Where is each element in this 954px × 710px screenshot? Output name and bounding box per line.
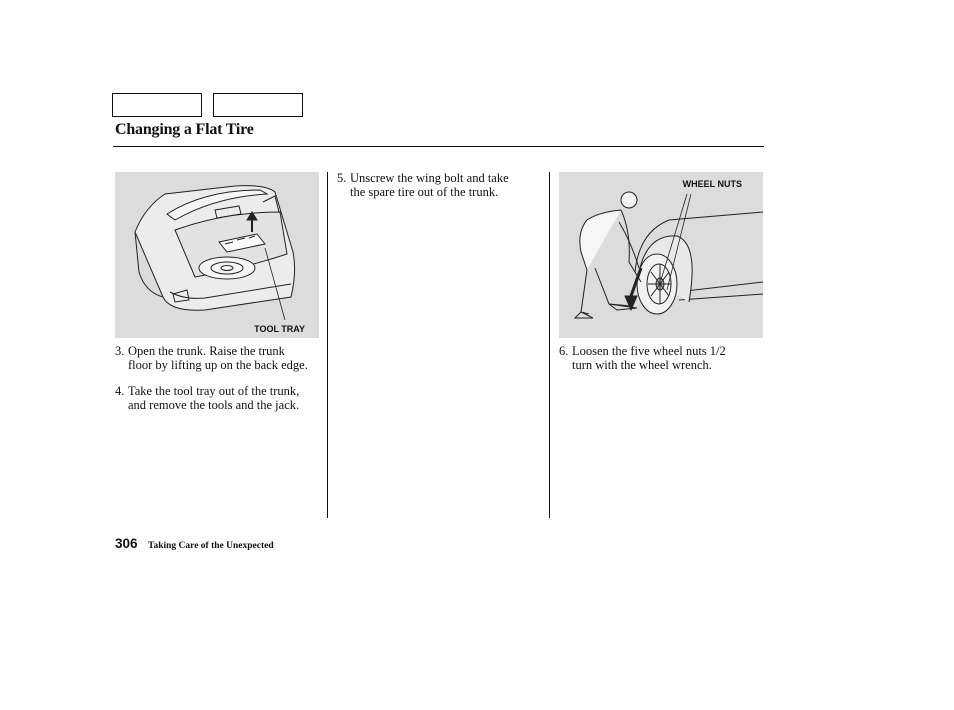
step-6 xyxy=(559,345,764,372)
step-text: Loosen the five wheel nuts 1/2 turn with the wheel wrench. xyxy=(572,344,726,372)
step-5 xyxy=(337,172,542,199)
step-number: 6. xyxy=(559,344,569,358)
section-name: Taking Care of the Unexpected xyxy=(148,541,274,551)
step-number: 3. xyxy=(115,344,125,358)
step-4 xyxy=(115,385,327,412)
wheel-figure xyxy=(559,172,763,338)
page-title: Changing a Flat Tire xyxy=(115,121,254,138)
step-text: Take the tool tray out of the trunk, and remove the tools and the jack. xyxy=(128,384,300,412)
trunk-tool-tray-icon xyxy=(115,172,319,338)
column-divider-1 xyxy=(327,172,328,518)
wheel-wrench-icon xyxy=(559,172,763,338)
nav-box-right[interactable] xyxy=(213,93,303,117)
trunk-figure xyxy=(115,172,319,338)
tool-tray-callout: TOOL TRAY xyxy=(254,324,305,334)
column-divider-2 xyxy=(549,172,550,518)
title-rule xyxy=(113,146,764,147)
step-text: Open the trunk. Raise the trunk floor by lifting up on the back edge. xyxy=(128,344,308,372)
step-text: Unscrew the wing bolt and take the spare tire out of the trunk. xyxy=(350,171,509,199)
page-number: 306 xyxy=(115,536,138,551)
step-number: 4. xyxy=(115,384,125,398)
step-3 xyxy=(115,345,327,372)
step-number: 5. xyxy=(337,171,347,185)
nav-box-left[interactable] xyxy=(112,93,202,117)
wheel-nuts-callout: WHEEL NUTS xyxy=(682,179,742,189)
